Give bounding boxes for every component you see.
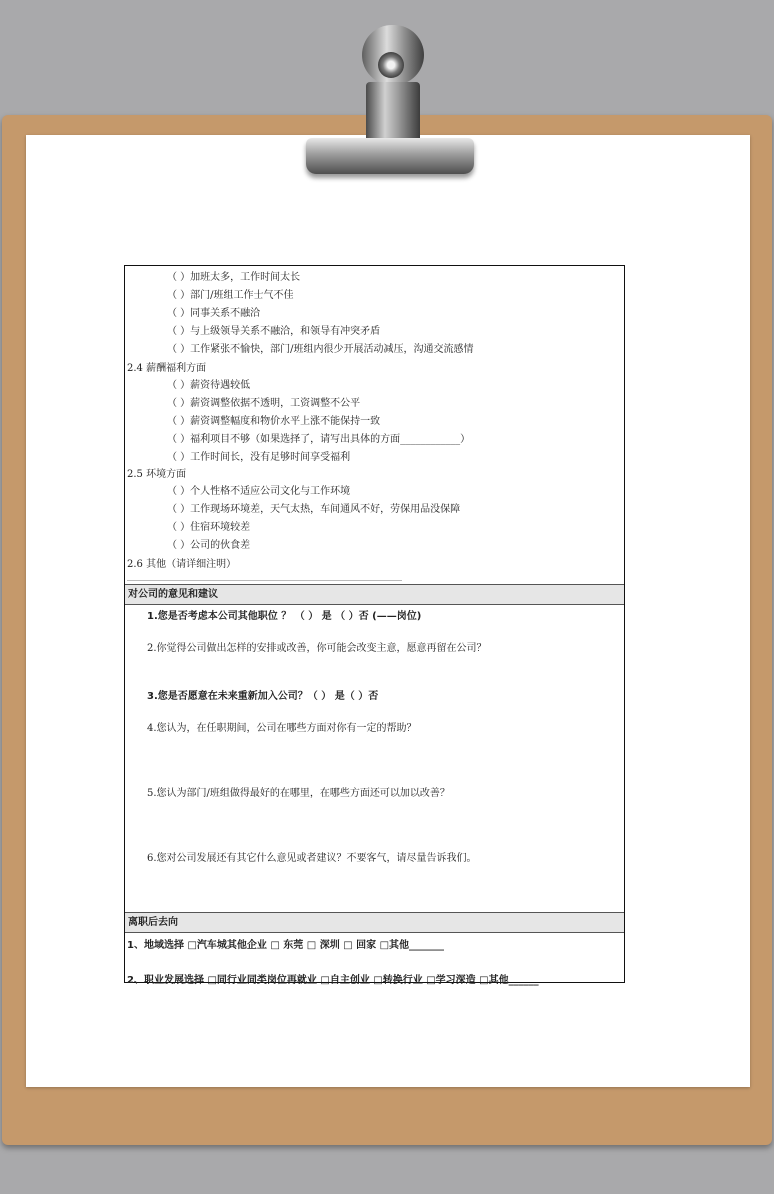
option-item[interactable]: （ ）薪资调整幅度和物价水平上涨不能保持一致 — [167, 416, 381, 427]
question-4: 4.您认为，在任职期间，公司在哪些方面对你有一定的帮助？ — [147, 723, 417, 734]
option-item[interactable]: （ ）加班太多，工作时间太长 — [167, 272, 301, 283]
option-item[interactable]: （ ）公司的伙食差 — [167, 540, 251, 551]
question-6: 6.您对公司发展还有其它什么意见或者建议？不要客气，请尽量告诉我们。 — [147, 853, 477, 864]
clip-hole — [378, 52, 404, 78]
question-2: 2.你觉得公司做出怎样的安排或改善，你可能会改变主意，愿意再留在公司？ — [147, 643, 487, 654]
question-5: 5.您认为部门/班组做得最好的在哪里，在哪些方面还可以加以改善？ — [147, 788, 450, 799]
option-item[interactable]: （ ）住宿环境较差 — [167, 522, 251, 533]
option-item[interactable]: （ ）个人性格不适应公司文化与工作环境 — [167, 486, 351, 497]
career-choice-row[interactable]: 2、职业发展选择 □同行业同类岗位再就业 □自主创业 □转换行业 □学习深造 □其他______ — [127, 975, 539, 986]
option-item[interactable]: （ ）工作现场环境差，天气太热，车间通风不好，劳保用品没保障 — [167, 504, 461, 515]
option-item[interactable]: （ ）与上级领导关系不融洽，和领导有冲突矛盾 — [167, 326, 381, 337]
question-3[interactable]: 3.您是否愿意在未来重新加入公司？（ ） 是（ ）否 — [147, 691, 379, 702]
option-item[interactable]: （ ）薪资待遇较低 — [167, 380, 251, 391]
option-item[interactable]: （ ）部门/班组工作士气不佳 — [167, 290, 294, 301]
exit-survey-form — [124, 265, 625, 986]
section-heading-environment: 2.5 环境方面 — [127, 469, 187, 480]
section-heading-other: 2.6 其他（请详细注明） — [127, 559, 237, 570]
after-leaving-title: 离职后去向 — [125, 912, 624, 933]
option-item[interactable]: （ ）福利项目不够（如果选择了，请写出具体的方面____________） — [167, 434, 471, 445]
region-choice-row[interactable]: 1、地域选择 □汽车城其他企业 □ 东莞 □ 深圳 □ 回家 □其他_______ — [127, 940, 445, 951]
option-item[interactable]: （ ）同事关系不融洽 — [167, 308, 261, 319]
opinions-title: 对公司的意见和建议 — [125, 584, 624, 605]
section-heading-salary: 2.4 薪酬福利方面 — [127, 363, 207, 374]
other-answer-field[interactable] — [127, 580, 402, 581]
clip-arm — [366, 82, 420, 142]
option-item[interactable]: （ ）薪资调整依据不透明，工资调整不公平 — [167, 398, 361, 409]
option-item[interactable]: （ ）工作紧张不愉快，部门/班组内很少开展活动减压，沟通交流感情 — [167, 344, 474, 355]
question-1[interactable]: 1.您是否考虑本公司其他职位 ？ （ ） 是 （ ）否 (——岗位) — [147, 611, 422, 622]
clip-base — [306, 138, 474, 174]
option-item[interactable]: （ ）工作时间长，没有足够时间享受福利 — [167, 452, 351, 463]
